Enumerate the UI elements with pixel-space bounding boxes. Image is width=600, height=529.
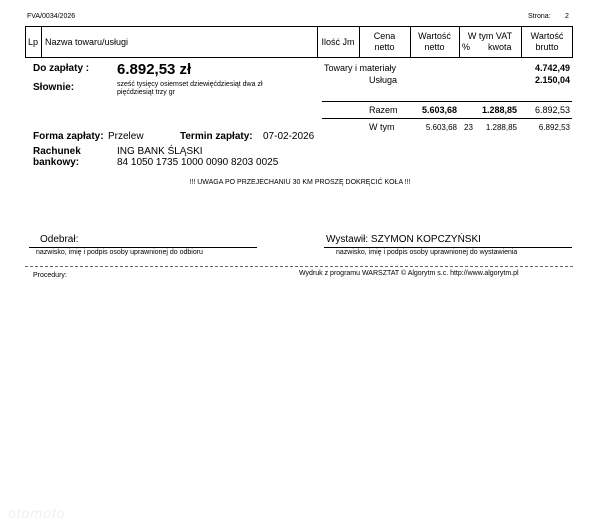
bank-name: ING BANK ŚLĄSKI: [117, 146, 203, 157]
header-vat: W tym VAT: [467, 31, 513, 41]
payment-form-label: Forma zapłaty:: [33, 131, 104, 142]
header-gross-2: brutto: [535, 42, 559, 52]
due-label: Do zapłaty :: [33, 63, 90, 74]
razem-label: Razem: [369, 105, 398, 115]
received-label: Odebrał:: [40, 234, 79, 245]
due-date-value: 07-02-2026: [263, 131, 315, 142]
goods-value: 4.742,49: [534, 63, 570, 73]
wtym-net: 5.603,68: [425, 123, 457, 132]
header-price-net-2: netto: [374, 42, 395, 52]
totals-divider-bottom: [322, 118, 572, 119]
wtym-pct: 23: [464, 123, 473, 132]
due-date-label: Termin zapłaty:: [180, 131, 253, 142]
header-vat-amount: kwota: [488, 42, 512, 52]
header-value-net-1: Wartość: [418, 31, 451, 41]
account-number: 84 1050 1735 1000 0090 8203 0025: [117, 157, 279, 168]
page-number: 2: [565, 13, 569, 20]
header-qty-unit: Ilość Jm: [321, 37, 355, 47]
wtym-vat: 1.288,85: [485, 123, 517, 132]
razem-vat: 1.288,85: [481, 105, 517, 115]
razem-gross: 6.892,53: [534, 105, 570, 115]
page-label: Strona:: [528, 13, 551, 20]
words-label: Słownie:: [33, 82, 75, 93]
words-line-2: pięćdziesiąt trzy gr: [117, 89, 175, 96]
footer-divider: [25, 266, 573, 267]
header-price-net-1: Cena: [373, 31, 396, 41]
issued-signature-line: [324, 247, 572, 248]
issued-caption: nazwisko, imię i podpis osoby uprawnionej do wystawienia: [336, 249, 518, 256]
watermark: otomoto: [8, 505, 66, 521]
header-lp: Lp: [27, 37, 38, 47]
payment-form-value: Przelew: [108, 131, 144, 142]
goods-label: Towary i materiały: [324, 63, 397, 73]
service-value: 2.150,04: [534, 75, 570, 85]
account-label-1: Rachunek: [33, 146, 81, 157]
received-signature-line: [29, 247, 257, 248]
wtym-label: W tym: [369, 122, 395, 132]
notice-text: !!! UWAGA PO PRZEJECHANIU 30 KM PROSZĘ DOKRĘCIĆ KOŁA !!!: [189, 179, 411, 186]
invoice-number: FVA/0034/2026: [27, 13, 76, 20]
totals-divider-top: [322, 101, 572, 102]
printout-credit: Wydruk z programu WARSZTAT © Algorytm s.c. http://www.algorytm.pl: [299, 270, 519, 277]
header-gross-1: Wartość: [530, 31, 564, 41]
razem-net: 5.603,68: [421, 105, 457, 115]
due-amount: 6.892,53 zł: [117, 61, 192, 78]
wtym-gross: 6.892,53: [538, 123, 570, 132]
account-label-2: bankowy:: [33, 157, 80, 168]
procedures-label: Procedury:: [33, 272, 67, 279]
received-caption: nazwisko, imię i podpis osoby uprawnionej do odbioru: [36, 249, 203, 256]
header-value-net-2: netto: [424, 42, 445, 52]
header-vat-pct: %: [462, 42, 471, 52]
service-label: Usługa: [369, 75, 398, 85]
header-name: Nazwa towaru/usługi: [45, 37, 129, 47]
words-line-1: sześć tysięcy osiemset dziewięćdziesiąt dwa zł: [117, 81, 263, 88]
issued-label: Wystawił: SZYMON KOPCZYŃSKI: [326, 234, 481, 245]
